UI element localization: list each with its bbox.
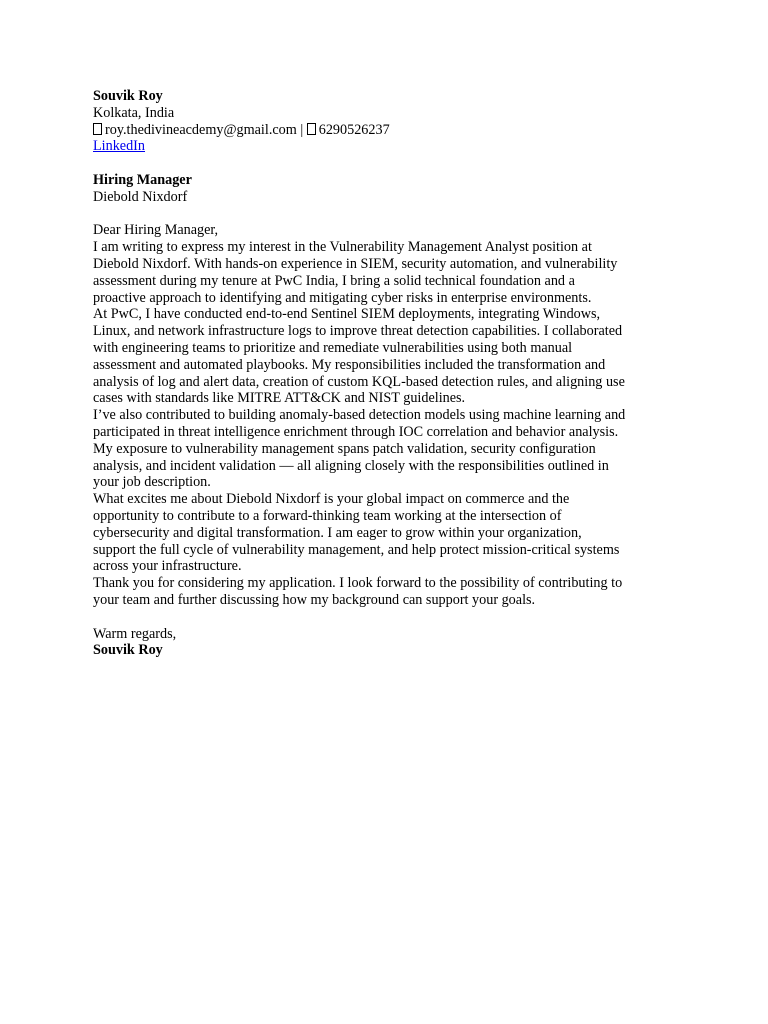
paragraph-line: Linux, and network infrastructure logs to improve threat detection capabilities. I collaborated — [93, 323, 623, 340]
paragraph-line: participated in threat intelligence enrichment through IOC correlation and behavior analysis. — [93, 423, 619, 440]
closing-block — [93, 626, 693, 660]
body-paragraph — [93, 239, 693, 306]
sender-block — [93, 88, 693, 155]
sender-phone[interactable]: 6290526237 — [318, 121, 390, 138]
paragraph-line: analysis of log and alert data, creation of custom KQL-based detection rules, and aligning use — [93, 373, 625, 390]
paragraph-line: What excites me about Diebold Nixdorf is your global impact on commerce and the — [93, 491, 570, 508]
sender-name: Souvik Roy — [93, 88, 163, 104]
paragraph-line: I’ve also contributed to building anomaly-based detection models using machine learning and — [93, 407, 626, 424]
paragraph-line: with engineering teams to prioritize and remediate vulnerabilities using both manual — [93, 339, 573, 356]
paragraph-line: assessment during my tenure at PwC India, I bring a solid technical foundation and a — [93, 272, 575, 289]
paragraph-line: your job description. — [93, 474, 211, 491]
signature: Souvik Roy — [93, 642, 163, 659]
paragraph-line: analysis, and incident validation — all aligning closely with the responsibilities outlined in — [93, 457, 609, 474]
paragraph-line: proactive approach to identifying and mitigating cyber risks in enterprise environments. — [93, 289, 592, 306]
paragraph-line: My exposure to vulnerability management spans patch validation, security configuration — [93, 440, 596, 457]
paragraph-line: cases with standards like MITRE ATT&CK and NIST guidelines. — [93, 390, 466, 407]
sender-location: Kolkata, India — [93, 104, 175, 121]
body-paragraph — [93, 306, 693, 407]
recipient-company: Diebold Nixdorf — [93, 188, 188, 205]
paragraph-line: Thank you for considering my application. I look forward to the possibility of contributing to — [93, 575, 623, 592]
paragraph-line: Diebold Nixdorf. With hands-on experience in SIEM, security automation, and vulnerability — [93, 255, 618, 272]
body-paragraph — [93, 407, 693, 491]
contact-separator: | — [300, 121, 304, 138]
sender-contact-line — [93, 122, 693, 139]
paragraph-line: cybersecurity and digital transformation. I am eager to grow within your organization, — [93, 524, 582, 541]
paragraph-line: opportunity to contribute to a forward-thinking team working at the intersection of — [93, 507, 562, 524]
salutation-text: Dear Hiring Manager, — [93, 222, 219, 239]
phone-icon — [307, 123, 316, 135]
closing-phrase: Warm regards, — [93, 625, 177, 642]
body-paragraph — [93, 491, 693, 575]
linkedin-link[interactable]: LinkedIn — [93, 138, 146, 155]
recipient-title: Hiring Manager — [93, 171, 192, 188]
paragraph-line: your team and further discussing how my background can support your goals. — [93, 591, 536, 608]
letter-body — [93, 239, 693, 609]
paragraph-line: I am writing to express my interest in the Vulnerability Management Analyst position at — [93, 239, 592, 256]
paragraph-line: At PwC, I have conducted end-to-end Sentinel SIEM deployments, integrating Windows, — [93, 306, 601, 323]
paragraph-line: support the full cycle of vulnerability management, and help protect mission-critical systems — [93, 541, 620, 558]
sender-email[interactable]: roy.thedivineacdemy@gmail.com — [105, 121, 297, 138]
recipient-block — [93, 172, 693, 206]
email-icon — [93, 123, 102, 135]
salutation — [93, 222, 693, 239]
paragraph-line: across your infrastructure. — [93, 558, 242, 575]
paragraph-line: assessment and automated playbooks. My responsibilities included the transformation and — [93, 356, 606, 373]
body-paragraph — [93, 575, 693, 609]
cover-letter — [93, 88, 693, 659]
